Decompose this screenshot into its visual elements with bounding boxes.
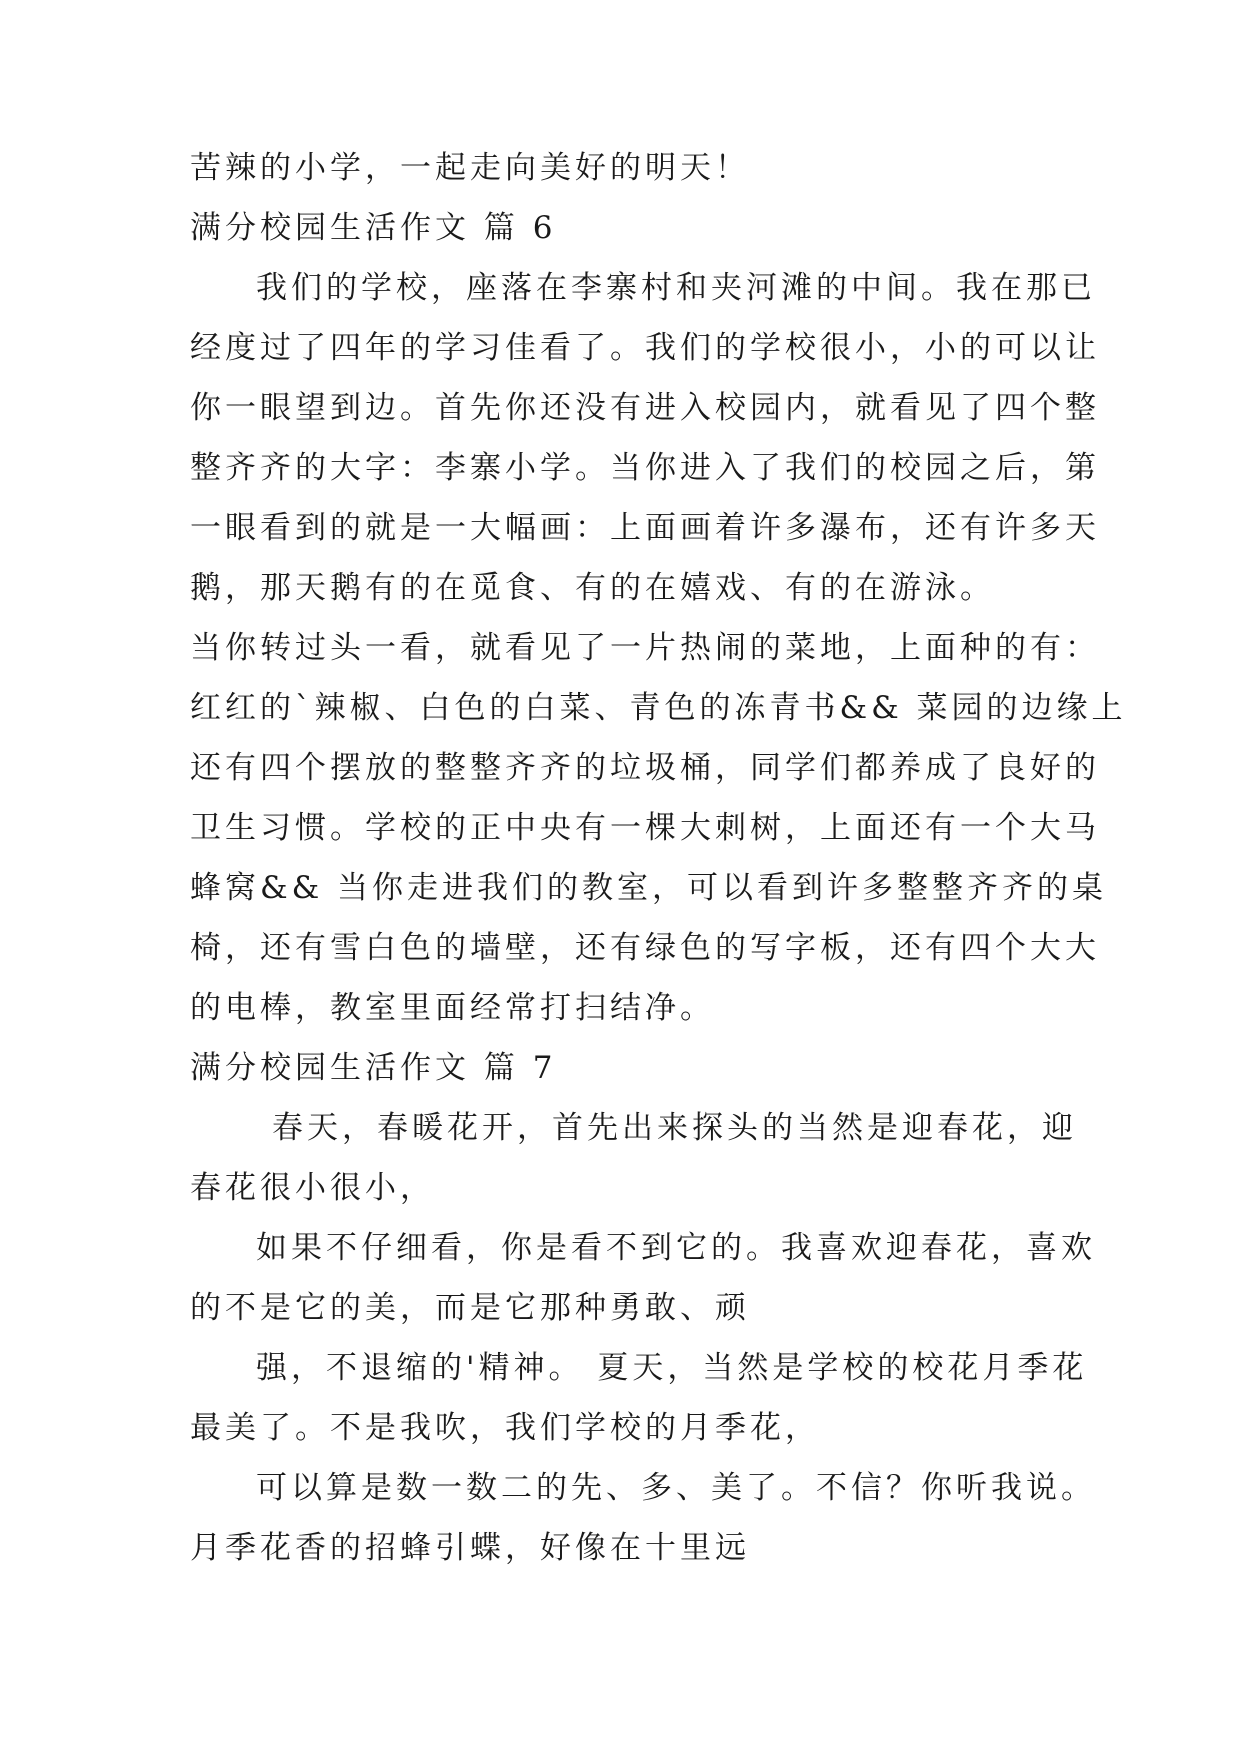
text-line: 当你转过头一看，就看见了一片热闹的菜地，上面种的有： (190, 630, 1100, 666)
text-line: 经度过了四年的学习佳看了。我们的学校很小，小的可以让 (190, 330, 1100, 366)
text-line: 如果不仔细看，你是看不到它的。我喜欢迎春花，喜欢 (256, 1230, 1096, 1266)
text-line: 整齐齐的大字：李寨小学。当你进入了我们的校园之后，第 (190, 450, 1100, 486)
text-line: 卫生习惯。学校的正中央有一棵大刺树，上面还有一个大马 (190, 810, 1100, 846)
text-line: 鹅，那天鹅有的在觅食、有的在嬉戏、有的在游泳。 (190, 570, 995, 606)
section-heading: 满分校园生活作文 篇 7 (190, 1050, 557, 1086)
text-line: 春花很小很小， (190, 1170, 435, 1206)
text-line: 你一眼望到边。首先你还没有进入校园内，就看见了四个整 (190, 390, 1100, 426)
text-line: 的不是它的美，而是它那种勇敢、顽 (190, 1290, 750, 1326)
text-line: 月季花香的招蜂引蝶，好像在十里远 (190, 1530, 750, 1566)
text-line: 蜂窝&& 当你走进我们的教室，可以看到许多整整齐齐的桌 (190, 870, 1108, 906)
text-line: 最美了。不是我吹，我们学校的月季花， (190, 1410, 820, 1446)
text-line: 强，不退缩的'精神。 夏天，当然是学校的校花月季花 (256, 1350, 1088, 1386)
text-line: 一眼看到的就是一大幅画：上面画着许多瀑布，还有许多天 (190, 510, 1100, 546)
section-heading: 满分校园生活作文 篇 6 (190, 210, 557, 246)
text-line: 苦辣的小学，一起走向美好的明天！ (190, 150, 750, 186)
text-line: 可以算是数一数二的先、多、美了。不信？你听我说。 (256, 1470, 1096, 1506)
text-line: 的电棒，教室里面经常打扫结净。 (190, 990, 715, 1026)
text-line: 红红的`辣椒、白色的白菜、青色的冻青书&& 菜园的边缘上 (190, 690, 1127, 726)
text-line: 我们的学校，座落在李寨村和夹河滩的中间。我在那已 (256, 270, 1096, 306)
text-line: 还有四个摆放的整整齐齐的垃圾桶，同学们都养成了良好的 (190, 750, 1100, 786)
text-line: 椅，还有雪白色的墙壁，还有绿色的写字板，还有四个大大 (190, 930, 1100, 966)
text-line: 春天，春暖花开，首先出来探头的当然是迎春花，迎 (272, 1110, 1077, 1146)
